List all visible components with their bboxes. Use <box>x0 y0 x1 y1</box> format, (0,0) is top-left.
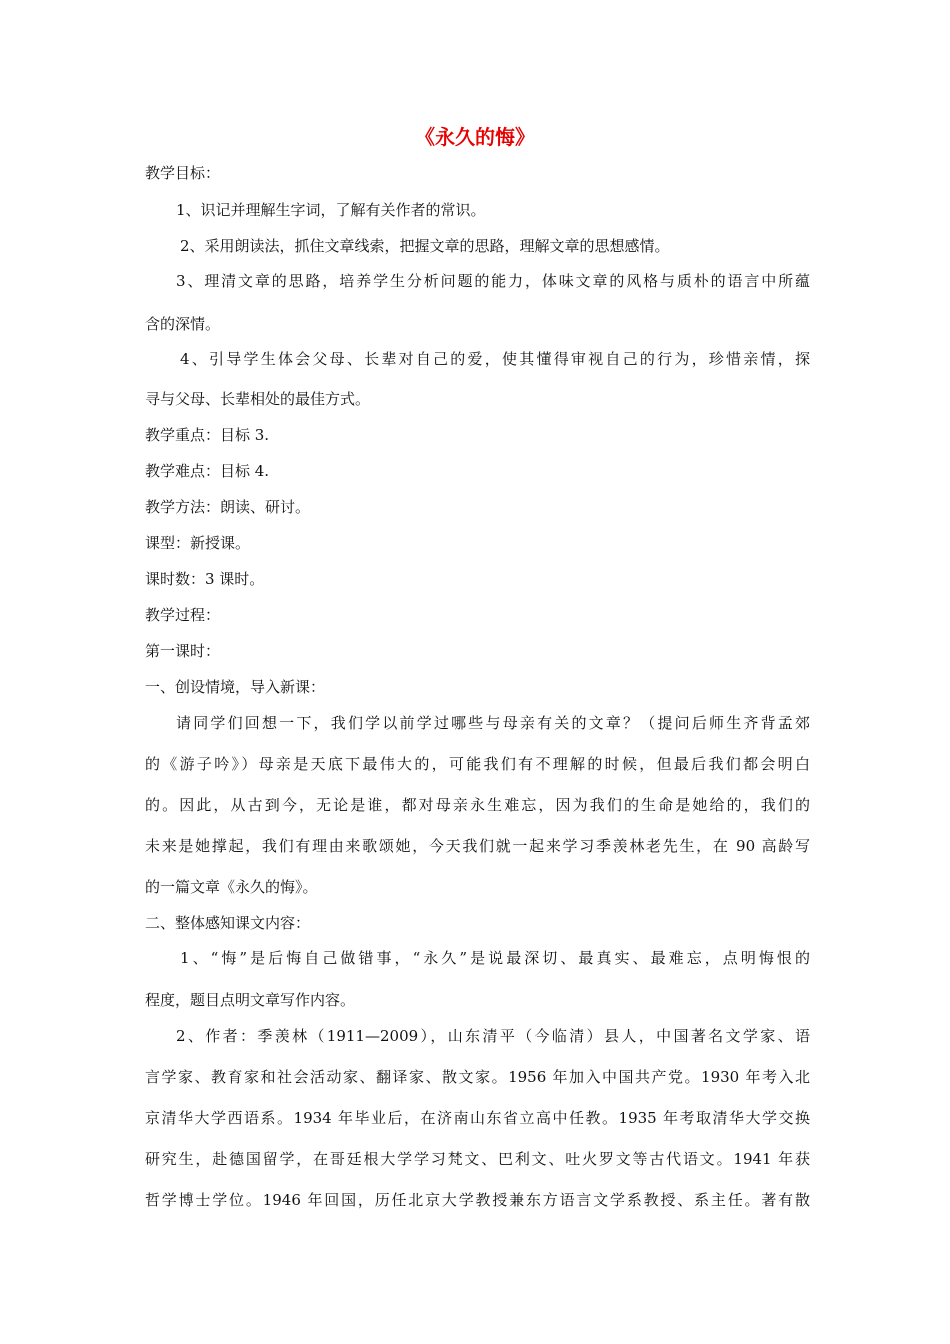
item-1-line-2: 程度，题目点明文章写作内容。 <box>145 991 356 1009</box>
intro-paragraph-line-4: 未来是她撑起，我们有理由来歌颂她，今天我们就一起来学习季羡林老先生，在 90 高龄写 <box>145 837 810 855</box>
teaching-process-heading: 教学过程： <box>145 606 221 624</box>
intro-paragraph-line-3: 的。因此，从古到今，无论是谁，都对母亲永生难忘，因为我们的生命是她给的，我们的 <box>145 796 810 814</box>
author-line-3: 京清华大学西语系。1934 年毕业后，在济南山东省立高中任教。1935 年考取清华大学交换 <box>145 1109 810 1127</box>
difficult-point-line: 教学难点：目标 4. <box>145 462 270 480</box>
goal-item-2: 2、采用朗读法，抓住文章线索，把握文章的思路，理解文章的思想感情。 <box>180 237 670 255</box>
class-hours-line: 课时数：3 课时。 <box>145 570 265 588</box>
goal-item-3-cont: 含的深情。 <box>145 315 221 333</box>
first-lesson-heading: 第一课时： <box>145 642 221 660</box>
author-line-5: 哲学博士学位。1946 年回国，历任北京大学教授兼东方语言文学系教授、系主任。著有散 <box>145 1191 810 1209</box>
teaching-method-line: 教学方法：朗读、研讨。 <box>145 498 311 516</box>
item-1-line-1: 1、“悔”是后悔自己做错事，“永久”是说最深切、最真实、最难忘，点明悔恨的 <box>180 949 810 967</box>
document-title: 《永久的悔》 <box>415 125 535 149</box>
goal-item-4: 4、引导学生体会父母、长辈对自己的爱，使其懂得审视自己的行为，珍惜亲情，探 <box>180 350 810 368</box>
author-line-1: 2、作者：季羡林（1911—2009），山东清平（今临清）县人，中国著名文学家、语 <box>176 1027 810 1045</box>
intro-paragraph-line-2: 的《游子吟》）母亲是天底下最伟大的，可能我们有不理解的时候，但最后我们都会明白 <box>145 755 810 773</box>
heading-teaching-goals: 教学目标： <box>145 164 221 182</box>
goal-item-4-cont: 寻与父母、长辈相处的最佳方式。 <box>145 390 371 408</box>
author-line-4: 研究生，赴德国留学，在哥廷根大学学习梵文、巴利文、吐火罗文等古代语文。1941 年获 <box>145 1150 810 1168</box>
intro-paragraph-line-5: 的一篇文章《永久的悔》。 <box>145 878 318 896</box>
key-point-line: 教学重点：目标 3. <box>145 426 270 444</box>
section-one-heading: 一、创设情境，导入新课： <box>145 678 326 696</box>
section-two-heading: 二、整体感知课文内容： <box>145 914 311 932</box>
lesson-type-line: 课型：新授课。 <box>145 534 251 552</box>
goal-item-3: 3、理清文章的思路，培养学生分析问题的能力，体味文章的风格与质朴的语言中所蕴 <box>176 272 810 290</box>
goal-item-1: 1、识记并理解生字词，了解有关作者的常识。 <box>176 201 486 219</box>
author-line-2: 言学家、教育家和社会活动家、翻译家、散文家。1956 年加入中国共产党。1930 年考入北 <box>145 1068 810 1086</box>
intro-paragraph-line-1: 请同学们回想一下，我们学以前学过哪些与母亲有关的文章？（提问后师生齐背孟郊 <box>176 714 810 732</box>
